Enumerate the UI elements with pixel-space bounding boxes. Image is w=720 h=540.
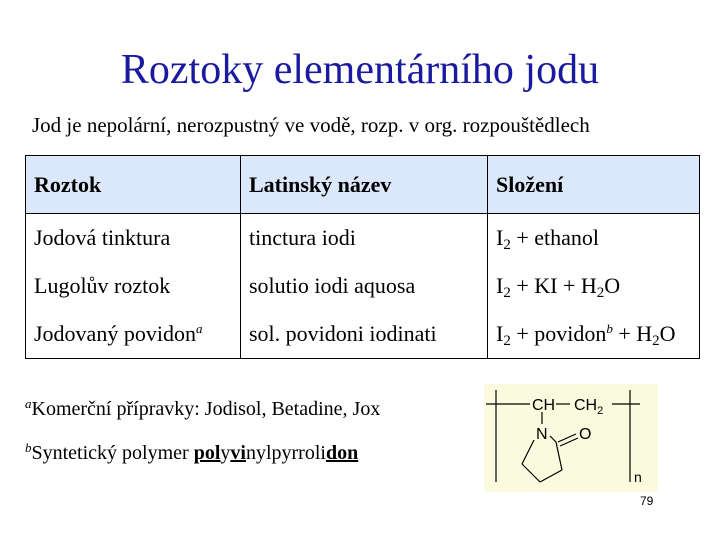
cell-composition: $I_2$ + ethanol (488, 214, 700, 263)
ring-bond-3 (540, 470, 562, 482)
ring-bond-4 (556, 442, 562, 470)
ring-bond-5 (550, 436, 556, 442)
cell-composition: $I_2$ + KI + $H_2O$ (488, 262, 700, 310)
carbonyl-bond-a (558, 434, 576, 442)
pvp-structure-svg (484, 384, 658, 492)
table-header-row (26, 156, 700, 214)
footnote-a: $^a$Komerční přípravky: Jodisol, Betadine, Jox (25, 396, 381, 420)
ch2-label: $CH_2$ (574, 397, 604, 417)
pvp-structure-diagram (484, 384, 658, 492)
slide-subtitle: Jod je nepolární, nerozpustný ve vodě, rozp. v org. rozpouštědlech (32, 113, 590, 137)
page-number: 79 (640, 494, 654, 508)
table-row (26, 262, 700, 310)
cell-roztok: Jodovaný povidon$^a$ (26, 310, 241, 359)
cell-latin: tinctura iodi (241, 214, 488, 263)
header-roztok: Roztok (26, 156, 241, 214)
oxygen-label: O (579, 426, 592, 443)
cell-roztok: Lugolův roztok (26, 262, 241, 310)
solutions-table (25, 155, 700, 359)
cell-roztok: Jodová tinktura (26, 214, 241, 263)
header-composition: Složení (488, 156, 700, 214)
cell-composition: $I_2$ + povidon$^b$ + $H_2O$ (488, 310, 700, 359)
repeat-index-label: n (634, 469, 642, 485)
cell-latin: solutio iodi aquosa (241, 262, 488, 310)
ch-label: CH (532, 397, 556, 414)
ring-bond-1 (522, 440, 534, 464)
nitrogen-label: N (536, 426, 548, 443)
slide-title: Roztoky elementárního jodu (120, 47, 600, 93)
carbonyl-bond-b (560, 438, 578, 446)
table-row (26, 214, 700, 263)
header-latin-name: Latinský název (241, 156, 488, 214)
cell-latin: sol. povidoni iodinati (241, 310, 488, 359)
table-row (26, 310, 700, 359)
footnote-b: $^b$Syntetický polymer polyvinylpyrrolidon (25, 440, 359, 464)
ring-bond-2 (522, 464, 540, 482)
